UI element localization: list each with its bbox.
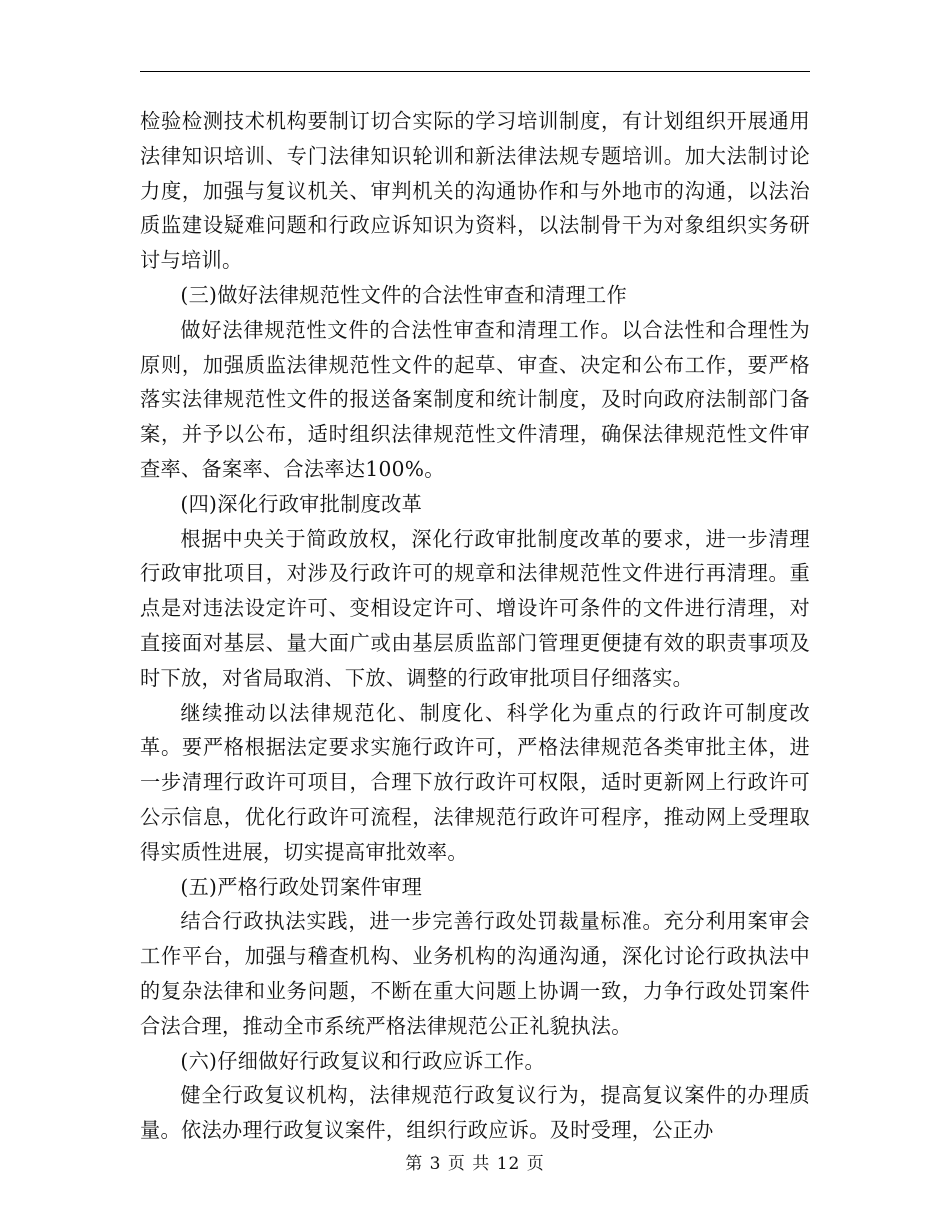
paragraph-approval-reform: 根据中央关于简政放权，深化行政审批制度改革的要求，进一步清理行政审批项目，对涉及行政许可的规章和法律规范性文件进行再清理。重点是对违法设定许可、变相设定许可、增设许可条件的文件进行清理，对直接面对基层、量大面广或由基层质监部门管理更便捷有效的职责事项及时下放，对省局取消、下放、调整的行政审批项目仔细落实。 (140, 526, 810, 690)
section-heading-5: (五)严格行政处罚案件审理 (180, 874, 423, 899)
header-rule (140, 71, 810, 72)
paragraph-normative-review: 做好法律规范性文件的合法性审查和清理工作。以合法性和合理性为原则，加强质监法律规范性文件的起草、审查、决定和公布工作，要严格落实法律规范性文件的报送备案制度和统计制度，及时向政府法制部门备案，并予以公布，适时组织法律规范性文件清理，确保法律规范性文件审查率、备案率、合法率达100%。 (140, 317, 810, 481)
paragraph-reconsideration: 健全行政复议机构，法律规范行政复议行为，提高复议案件的办理质量。依法办理行政复议案件，组织行政应诉。及时受理，公正办 (140, 1083, 810, 1143)
section-heading-4: (四)深化行政审批制度改革 (180, 491, 423, 516)
paragraph-licensing-reform: 继续推动以法律规范化、制度化、科学化为重点的行政许可制度改革。要严格根据法定要求实施行政许可，严格法律规范各类审批主体，进一步清理行政许可项目，合理下放行政许可权限，适时更新网上行政许可公示信息，优化行政许可流程，法律规范行政许可程序，推动网上受理取得实质性进展，切实提高审批效率。 (140, 700, 810, 864)
section-heading-6: (六)仔细做好行政复议和行政应诉工作。 (180, 1048, 546, 1073)
document-body (140, 104, 810, 1148)
page-number: 第 3 页 共 12 页 (405, 1154, 545, 1174)
paragraph-training: 检验检测技术机构要制订切合实际的学习培训制度，有计划组织开展通用法律知识培训、专门法律知识轮训和新法律法规专题培训。加大法制讨论力度，加强与复议机关、审判机关的沟通协作和与外地市的沟通，以法治质监建设疑难问题和行政应诉知识为资料，以法制骨干为对象组织实务研讨与培训。 (140, 109, 810, 273)
paragraph-penalty-review: 结合行政执法实践，进一步完善行政处罚裁量标准。充分利用案审会工作平台，加强与稽查机构、业务机构的沟通沟通，深化讨论行政执法中的复杂法律和业务问题，不断在重大问题上协调一致，力争行政处罚案件合法合理，推动全市系统严格法律规范公正礼貌执法。 (140, 909, 810, 1038)
section-heading-3: (三)做好法律规范性文件的合法性审查和清理工作 (180, 282, 627, 307)
